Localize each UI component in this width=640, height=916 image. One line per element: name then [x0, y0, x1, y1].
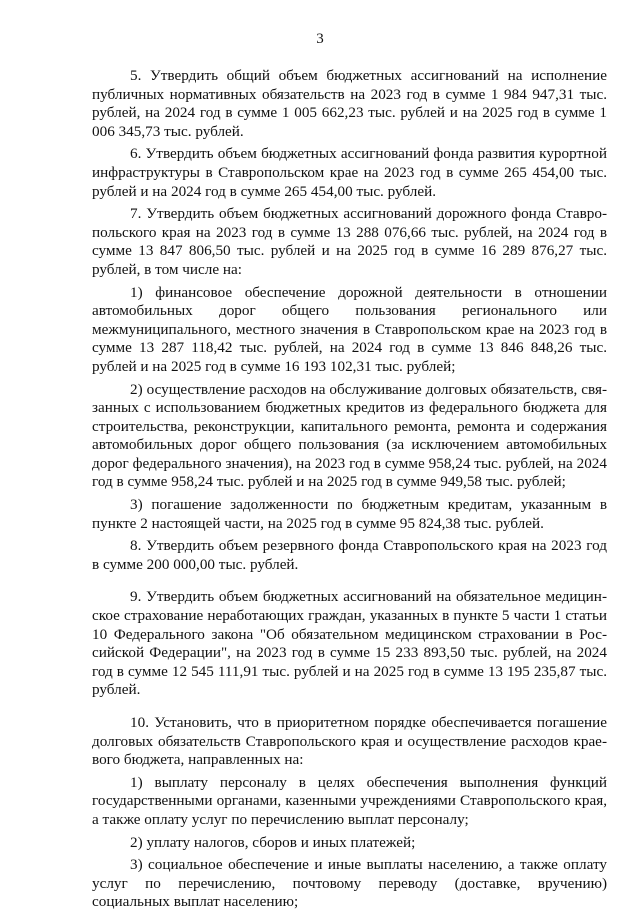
paragraph-item-6: 6. Утвердить объем бюджетных ассигнований фонда развития курортной инфраструктуры в Ставропольском крае на 2023 год в сумме 265 454,00 тыс. рублей и на 2024 год в сумме 265 454,00 тыс. рублей.: [92, 145, 607, 200]
subparagraph-10-3: 3) социальное обеспечение и иные выплаты населению, а также оплату услуг по перечислению, почтовому переводу (доставке, вручению) социальных выплат населению;: [92, 856, 607, 911]
subparagraph-7-1: 1) финансовое обеспечение дорожной деятельности в отношении автомобильных дорог общего пользования регионального или межмуниципального, местного значения в Ставропольском крае на 2023 год в сумме 13 287 118,42 тыс. рублей, на 2024 год в сумме 13 846 848,26 тыс. рублей и на 2025 год в сумме 16 193 102,31 тыс. рублей;: [92, 283, 607, 375]
subparagraph-10-2: 2) уплату налогов, сборов и иных платежей;: [130, 833, 416, 851]
paragraph-item-7: 7. Утвердить объем бюджетных ассигнований дорожного фонда Ставропольского края на 2023 год в сумме 13 288 076,66 тыс. рублей, на 2024 год в сумме 13 847 806,50 тыс. рублей и на 2025 год в сумме 16 289 876,27 тыс. рублей, в том числе на:: [92, 205, 607, 278]
subparagraph-10-1: 1) выплату персоналу в целях обеспечения выполнения функций государственными органами, казенными учреждениями Ставропольского края, а также оплату услуг по перечислению выплат персоналу;: [92, 773, 607, 828]
document-body: [92, 67, 607, 916]
paragraph-item-9: 9. Утвердить объем бюджетных ассигнований на обязательное медицинское страхование неработающих граждан, указанных в пункте 5 части 1 статьи 10 Федерального закона "Об обязательном медицинском страховании в Российской Федерации", на 2023 год в сумме 15 233 893,50 тыс. рублей, на 2024 год в сумме 12 545 111,91 тыс. рублей и на 2025 год в сумме 13 195 235,87 тыс. рублей.: [92, 588, 607, 699]
paragraph-item-10: 10. Установить, что в приоритетном порядке обеспечивается погашение долговых обязательств Ставропольского края и осуществление расходов краевого бюджета, направленных на:: [92, 714, 607, 769]
paragraph-item-8: 8. Утвердить объем резервного фонда Ставропольского края на 2023 год в сумме 200 000,00 тыс. рублей.: [92, 537, 607, 573]
subparagraph-7-3: 3) погашение задолженности по бюджетным кредитам, указанным в пункте 2 настоящей части, на 2025 год в сумме 95 824,38 тыс. рублей.: [92, 496, 607, 532]
page-number: 3: [316, 31, 324, 47]
subparagraph-7-2: 2) осуществление расходов на обслуживание долговых обязательств, связанных с использованием бюджетных кредитов из федерального бюджета для строительства, реконструкции, капитального ремонта, ремонта и содержания автомобильных дорог общего пользования (за исключением автомобильных дорог федерального значения), на 2023 год в сумме 958,24 тыс. рублей, на 2024 год в сумме 958,24 тыс. рублей и на 2025 год в сумме 949,58 тыс. рублей;: [92, 380, 607, 491]
paragraph-item-5: 5. Утвердить общий объем бюджетных ассигнований на исполнение публичных нормативных обязательств на 2023 год в сумме 1 984 947,31 тыс. рублей, на 2024 год в сумме 1 005 662,23 тыс. рублей и на 2025 год в сумме 1 006 345,73 тыс. рублей.: [92, 67, 607, 140]
